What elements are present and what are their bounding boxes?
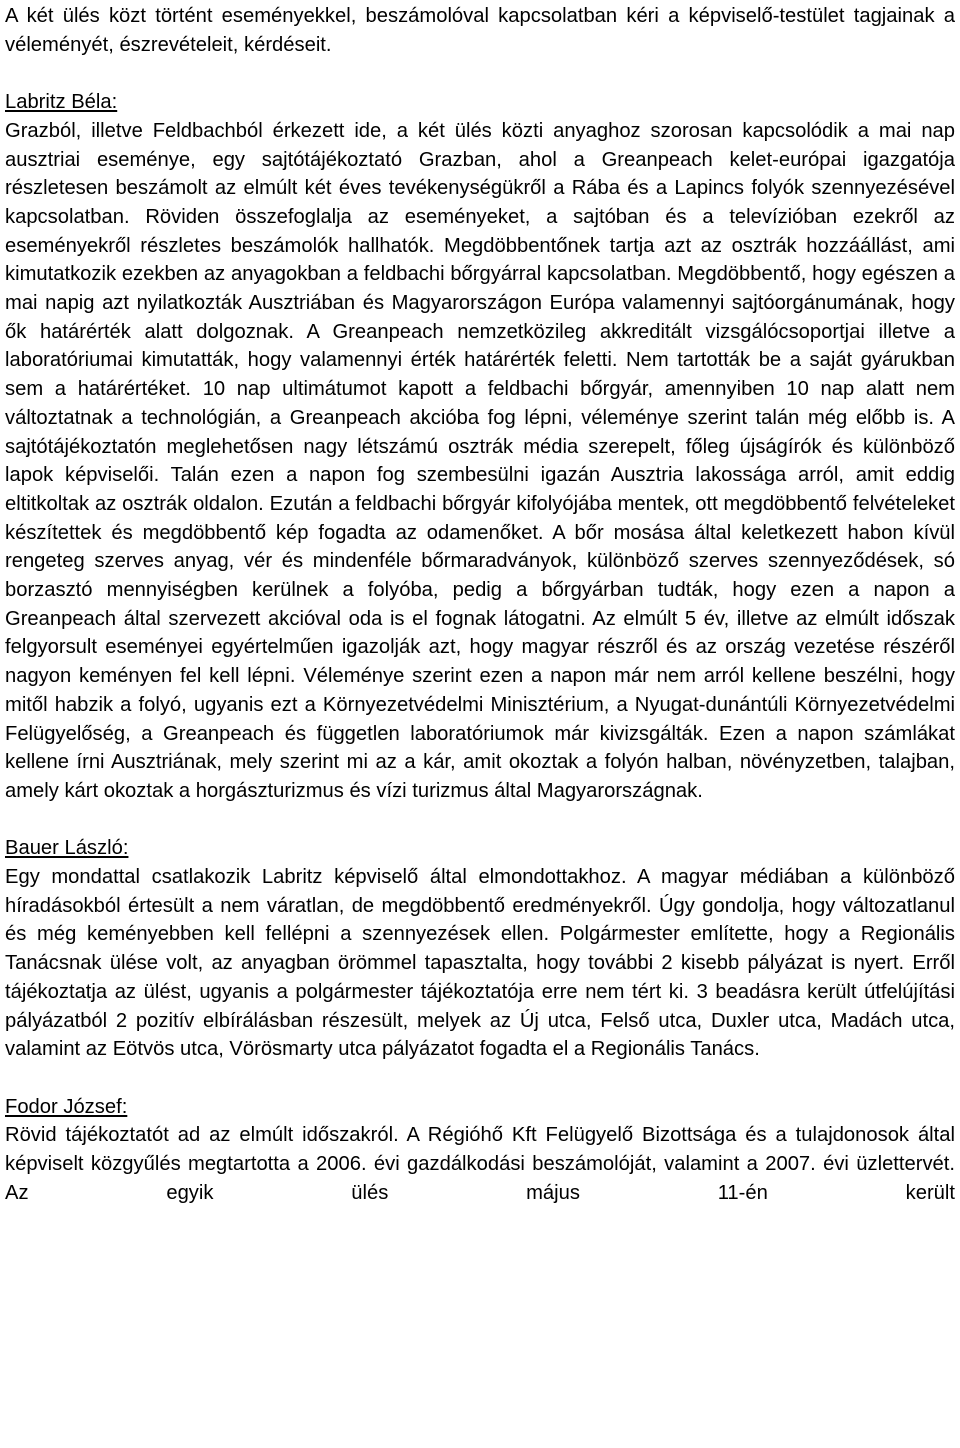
speech-section-labritz xyxy=(5,88,955,806)
speaker-name: Labritz Béla: xyxy=(5,91,118,114)
speaker-name: Fodor József: xyxy=(5,1095,128,1118)
speech-section-bauer xyxy=(5,834,955,1064)
intro-paragraph: A két ülés közt történt eseményekkel, beszámolóval kapcsolatban kéri a képviselő-testület tagjainak a véleményét, észrevételeit, kérdéseit. xyxy=(5,5,955,56)
paragraph-spacer xyxy=(5,1064,955,1093)
document-page xyxy=(5,0,955,1207)
paragraph-spacer xyxy=(5,59,955,88)
speech-text: Rövid tájékoztatót ad az elmúlt időszakról. A Régióhő Kft Felügyelő Bizottsága és a tulajdonosok által képviselt közgyűlés megtartotta a 2006. évi gazdálkodási beszámolóját, valamint a 2007. évi üzlettervét. Az egyik ülés május 11-én került xyxy=(5,1124,955,1204)
speech-text: Grazból, illetve Feldbachból érkezett ide, a két ülés közti anyaghoz szorosan kapcsolódik a mai nap ausztriai eseménye, egy sajtótájékoztató Grazban, ahol a Greanpeach kelet-európai igazgatója részletesen beszámolt az elmúlt két éves tevékenységükről a Rába és a Lapincs folyók szennyezésével kapcsolatban. Röviden összefoglalja az eseményeket, a sajtóban és a televízióban ezekről az eseményekről részletes beszámolók hallhatók. Megdöbbentőnek tartja azt az osztrák hozzáállást, ami kimutatkozik ezekben az anyagokban a feldbachi bőrgyárral kapcsolatban. Megdöbbentő, hogy egészen a mai napig azt nyilatkozták Ausztriában és Magyarországon Európa valamennyi sajtóorgánumának, hogy ők határérték alatt dolgoznak. A Greanpeach nemzetközileg akkreditált vizsgálócsoportjai illetve a laboratóriumai kimutatták, hogy valamennyi érték határérték feletti. Nem tartották be a saját gyárukban sem a határértéket. 10 nap ultimátumot kapott a feldbachi bőrgyár, amennyiben 10 nap alatt nem változtatnak a technológián, a Greanpeach akcióba fog lépni, véleménye szerint talán még előbb is. A sajtótájékoztatón meglehetősen nagy létszámú osztrák média szerepelt, főleg újságírók és különböző lapok képviselői. Talán ezen a napon fog szembesülni igazán Ausztria lakossága arról, amit eddig eltitkoltak az osztrák oldalon. Ezután a feldbachi bőrgyár kifolyójába mentek, ott megdöbbentő felvételeket készítettek és megdöbbentő kép fogadta az odamenőket. A bőr mosása által keletkezett habon kívül rengeteg szerves anyag, vér és mindenféle bőrmaradványok, különböző szerves szennyeződések, só borzasztó mennyiségben kerülnek a folyóba, pedig a bőrgyárban tudták, hogy ezen a napon a Greanpeach által szervezett akcióval oda is el fognak látogatni. Az elmúlt 5 év, illetve az elmúlt időszak felgyorsult eseményei egyértelműen igazolják azt, hogy magyar részről és az ország vezetése részéről nagyon keményen fel kell lépni. Véleménye szerint ezen a napon már nem arról kellene beszélni, hogy mitől habzik a folyó, ugyanis ezt a Környezetvédelmi Minisztérium, a Nyugat-dunántúli Környezetvédelmi Felügyelőség, a Greanpeach és független laboratóriumok már kivizsgálták. Ezen a napon számlákat kellene írni Ausztriának, mely szerint mi az a kár, amit okoztak a folyón halban, növényzetben, talajban, amely kárt okoztak a horgászturizmus és vízi turizmus által Magyarországnak. xyxy=(5,119,955,802)
speech-section-fodor xyxy=(5,1093,955,1208)
speaker-name: Bauer László: xyxy=(5,837,129,860)
speech-text: Egy mondattal csatlakozik Labritz képviselő által elmondottakhoz. A magyar médiában a különböző híradásokból értesült a nem váratlan, de megdöbbentő eredményekről. Úgy gondolja, hogy változatlanul és még keményebben kell fellépni a szennyezések ellen. Polgármester említette, hogy a Regionális Tanácsnak ülése volt, az anyagban örömmel tapasztalta, hogy további 2 kisebb pályázat is nyert. Erről tájékoztatja az ülést, ugyanis a polgármester tájékoztatója erre nem tért ki. 3 beadásra került útfelújítási pályázatból 2 pozitív elbírálásban részesült, melyek az Új utca, Felső utca, Duxler utca, Madách utca, valamint az Eötvös utca, Vörösmarty utca pályázatot fogadta el a Regionális Tanács. xyxy=(5,866,955,1061)
paragraph-spacer xyxy=(5,806,955,835)
